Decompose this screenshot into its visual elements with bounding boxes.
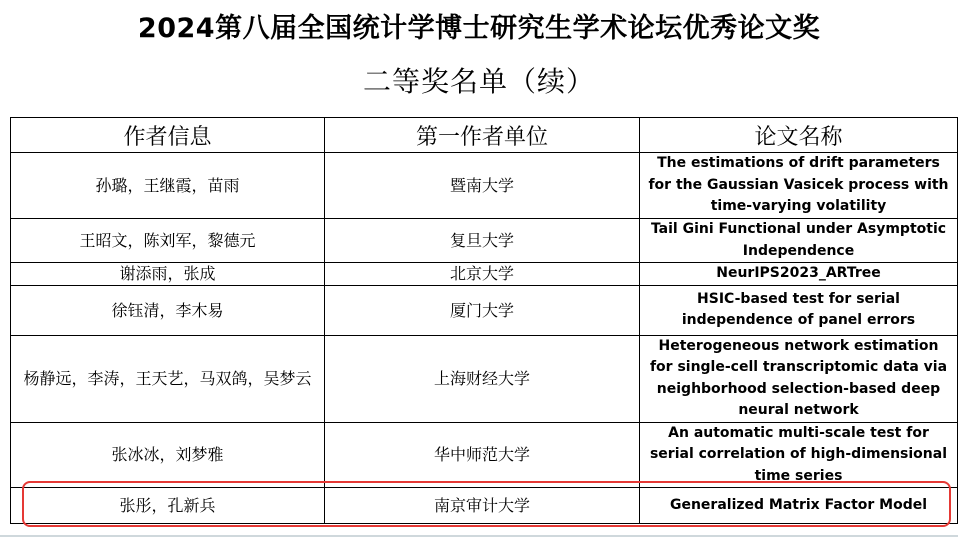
footer-divider	[0, 535, 958, 537]
table-row	[11, 263, 958, 286]
table-row	[11, 153, 958, 219]
table-row	[11, 422, 958, 488]
author-cell: 孙璐，王继霞，苗雨	[11, 153, 325, 219]
author-cell: 谢添雨，张成	[11, 263, 325, 286]
paper-cell: HSIC-based test for serial independence of panel errors	[640, 285, 958, 335]
table-row	[11, 219, 958, 263]
unit-cell: 复旦大学	[325, 219, 640, 263]
table-row	[11, 488, 958, 524]
paper-cell: NeurIPS2023_ARTree	[640, 263, 958, 286]
unit-cell: 华中师范大学	[325, 422, 640, 488]
author-cell: 张冰冰，刘梦雅	[11, 422, 325, 488]
unit-cell: 厦门大学	[325, 285, 640, 335]
page-title: 2024第八届全国统计学博士研究生学术论坛优秀论文奖	[137, 13, 821, 44]
unit-cell: 南京审计大学	[325, 488, 640, 524]
paper-cell: Generalized Matrix Factor Model	[640, 488, 958, 524]
author-cell: 徐钰清，李木易	[11, 285, 325, 335]
unit-cell: 暨南大学	[325, 153, 640, 219]
paper-cell: The estimations of drift parameters for the Gaussian Vasicek process with time-varying volatility	[640, 153, 958, 219]
unit-cell: 上海财经大学	[325, 335, 640, 422]
awards-table	[10, 117, 958, 524]
author-cell: 张彤，孔新兵	[11, 488, 325, 524]
paper-cell: Tail Gini Functional under Asymptotic Independence	[640, 219, 958, 263]
header-authors: 作者信息	[11, 118, 325, 153]
header-unit: 第一作者单位	[325, 118, 640, 153]
table-row	[11, 285, 958, 335]
page-subtitle: 二等奖名单（续）	[362, 65, 595, 98]
author-cell: 王昭文，陈刘军，黎德元	[11, 219, 325, 263]
paper-cell: An automatic multi-scale test for serial correlation of high-dimensional time series	[640, 422, 958, 488]
unit-cell: 北京大学	[325, 263, 640, 286]
header-paper: 论文名称	[640, 118, 958, 153]
table-header-row	[11, 118, 958, 153]
table-row	[11, 335, 958, 422]
paper-cell: Heterogeneous network estimation for single-cell transcriptomic data via neighborhood selection-based deep neural network	[640, 335, 958, 422]
author-cell: 杨静远，李涛，王天艺，马双鸽，吴梦云	[11, 335, 325, 422]
